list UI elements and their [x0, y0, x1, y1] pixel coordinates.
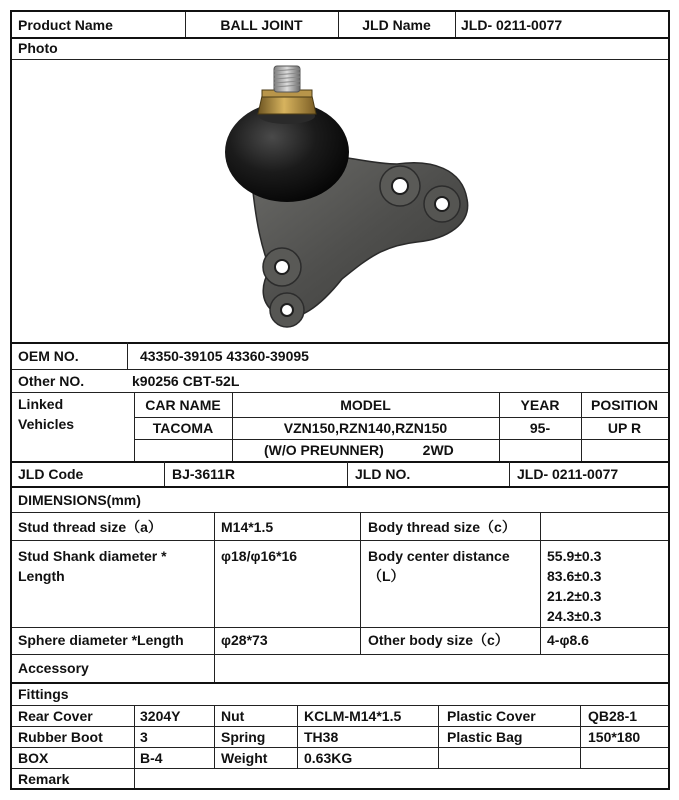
- jld-name-label: JLD Name: [362, 17, 431, 33]
- col-divider: [214, 705, 215, 768]
- plastic-bag-label: Plastic Bag: [447, 729, 523, 745]
- oem-label: OEM NO.: [18, 348, 79, 364]
- row-divider: [12, 392, 668, 393]
- sphere-label: Sphere diameter *Length: [18, 632, 184, 648]
- spring-label: Spring: [221, 729, 266, 745]
- body-thread-label: Body thread size（c）: [368, 519, 516, 535]
- sphere-value: φ28*73: [221, 632, 268, 648]
- vehicle-car-name: TACOMA: [152, 420, 214, 436]
- box-label: BOX: [18, 750, 49, 766]
- rear-cover-label: Rear Cover: [18, 708, 93, 724]
- col-divider: [127, 342, 128, 369]
- stud-thread-label: Stud thread size（a）: [18, 519, 162, 535]
- row-divider: [12, 342, 668, 344]
- plastic-bag-value: 150*180: [588, 729, 641, 745]
- shank-label: Stud Shank diameter *: [18, 548, 167, 564]
- col-divider: [540, 512, 541, 654]
- weight-label: Weight: [221, 750, 268, 766]
- row-divider: [12, 369, 668, 370]
- rubber-boot-label: Rubber Boot: [18, 729, 103, 745]
- row-divider: [12, 682, 668, 684]
- col-divider: [580, 705, 581, 768]
- row-divider: [12, 726, 668, 727]
- product-name-label: Product Name: [18, 17, 113, 33]
- body-center-value: 83.6±0.3: [547, 568, 602, 584]
- dimensions-title: DIMENSIONS(mm): [18, 492, 141, 508]
- row-divider: [134, 439, 668, 440]
- box-value: B-4: [140, 750, 163, 766]
- shank-value: φ18/φ16*16: [221, 548, 298, 564]
- plastic-cover-label: Plastic Cover: [447, 708, 536, 724]
- col-divider: [347, 461, 348, 486]
- body-center-label: Body center distance: [368, 548, 510, 564]
- jld-code-value: BJ-3611R: [172, 466, 236, 482]
- vehicle-model: (W/O PREUNNER) 2WD: [264, 442, 454, 458]
- nut-label: Nut: [221, 708, 245, 724]
- row-divider: [12, 512, 668, 513]
- header-model: MODEL: [340, 397, 391, 413]
- row-divider: [12, 768, 668, 769]
- header-year: YEAR: [520, 397, 560, 413]
- jld-name-value: JLD- 0211-0077: [461, 17, 563, 33]
- nut-value: KCLM-M14*1.5: [304, 708, 402, 724]
- jld-no-value: JLD- 0211-0077: [517, 466, 619, 482]
- row-divider: [12, 59, 668, 60]
- accessory-label: Accessory: [18, 660, 89, 676]
- rubber-boot-value: 3: [140, 729, 148, 745]
- body-center-label: （L）: [368, 568, 405, 584]
- ball-joint-photo: [192, 64, 492, 334]
- stud-thread-value: M14*1.5: [221, 519, 274, 535]
- row-divider: [12, 654, 668, 655]
- remark-label: Remark: [18, 771, 70, 787]
- col-divider: [297, 705, 298, 768]
- spring-value: TH38: [304, 729, 339, 745]
- other-body-label: Other body size（c）: [368, 632, 509, 648]
- linked-vehicles-label: Vehicles: [18, 416, 75, 432]
- row-divider: [12, 461, 668, 463]
- product-name-value: BALL JOINT: [220, 17, 303, 33]
- weight-value: 0.63KG: [304, 750, 353, 766]
- row-divider: [12, 540, 668, 541]
- oem-value: 43350-39105 43360-39095: [140, 348, 309, 364]
- header-position: POSITION: [591, 397, 658, 413]
- vehicle-position: UP R: [607, 420, 642, 436]
- col-divider: [438, 705, 439, 768]
- photo-label: Photo: [18, 40, 58, 56]
- col-divider: [214, 512, 215, 682]
- row-divider: [12, 705, 668, 706]
- row-divider: [12, 747, 668, 748]
- row-divider: [12, 37, 668, 39]
- body-center-value: 55.9±0.3: [547, 548, 602, 564]
- col-divider: [360, 512, 361, 654]
- fittings-title: Fittings: [18, 686, 69, 702]
- vehicle-model: VZN150,RZN140,RZN150: [283, 420, 448, 436]
- linked-vehicles-label: Linked: [18, 396, 64, 412]
- spec-sheet: [10, 10, 670, 790]
- plastic-cover-value: QB28-1: [588, 708, 638, 724]
- col-divider: [134, 705, 135, 788]
- row-divider: [134, 417, 668, 418]
- other-no-value: k90256 CBT-52L: [132, 373, 240, 389]
- body-center-value: 21.2±0.3: [547, 588, 602, 604]
- body-center-value: 24.3±0.3: [547, 608, 602, 624]
- other-body-value: 4-φ8.6: [547, 632, 589, 648]
- col-divider: [164, 461, 165, 486]
- rear-cover-value: 3204Y: [140, 708, 181, 724]
- header-car-name: CAR NAME: [145, 397, 221, 413]
- row-divider: [12, 486, 668, 488]
- col-divider: [509, 461, 510, 486]
- row-divider: [12, 627, 668, 628]
- other-no-label: Other NO.: [18, 373, 85, 389]
- vehicle-year: 95-: [529, 420, 551, 436]
- col-divider: [455, 12, 456, 37]
- jld-no-label: JLD NO.: [355, 466, 411, 482]
- jld-code-label: JLD Code: [18, 466, 84, 482]
- shank-label: Length: [18, 568, 65, 584]
